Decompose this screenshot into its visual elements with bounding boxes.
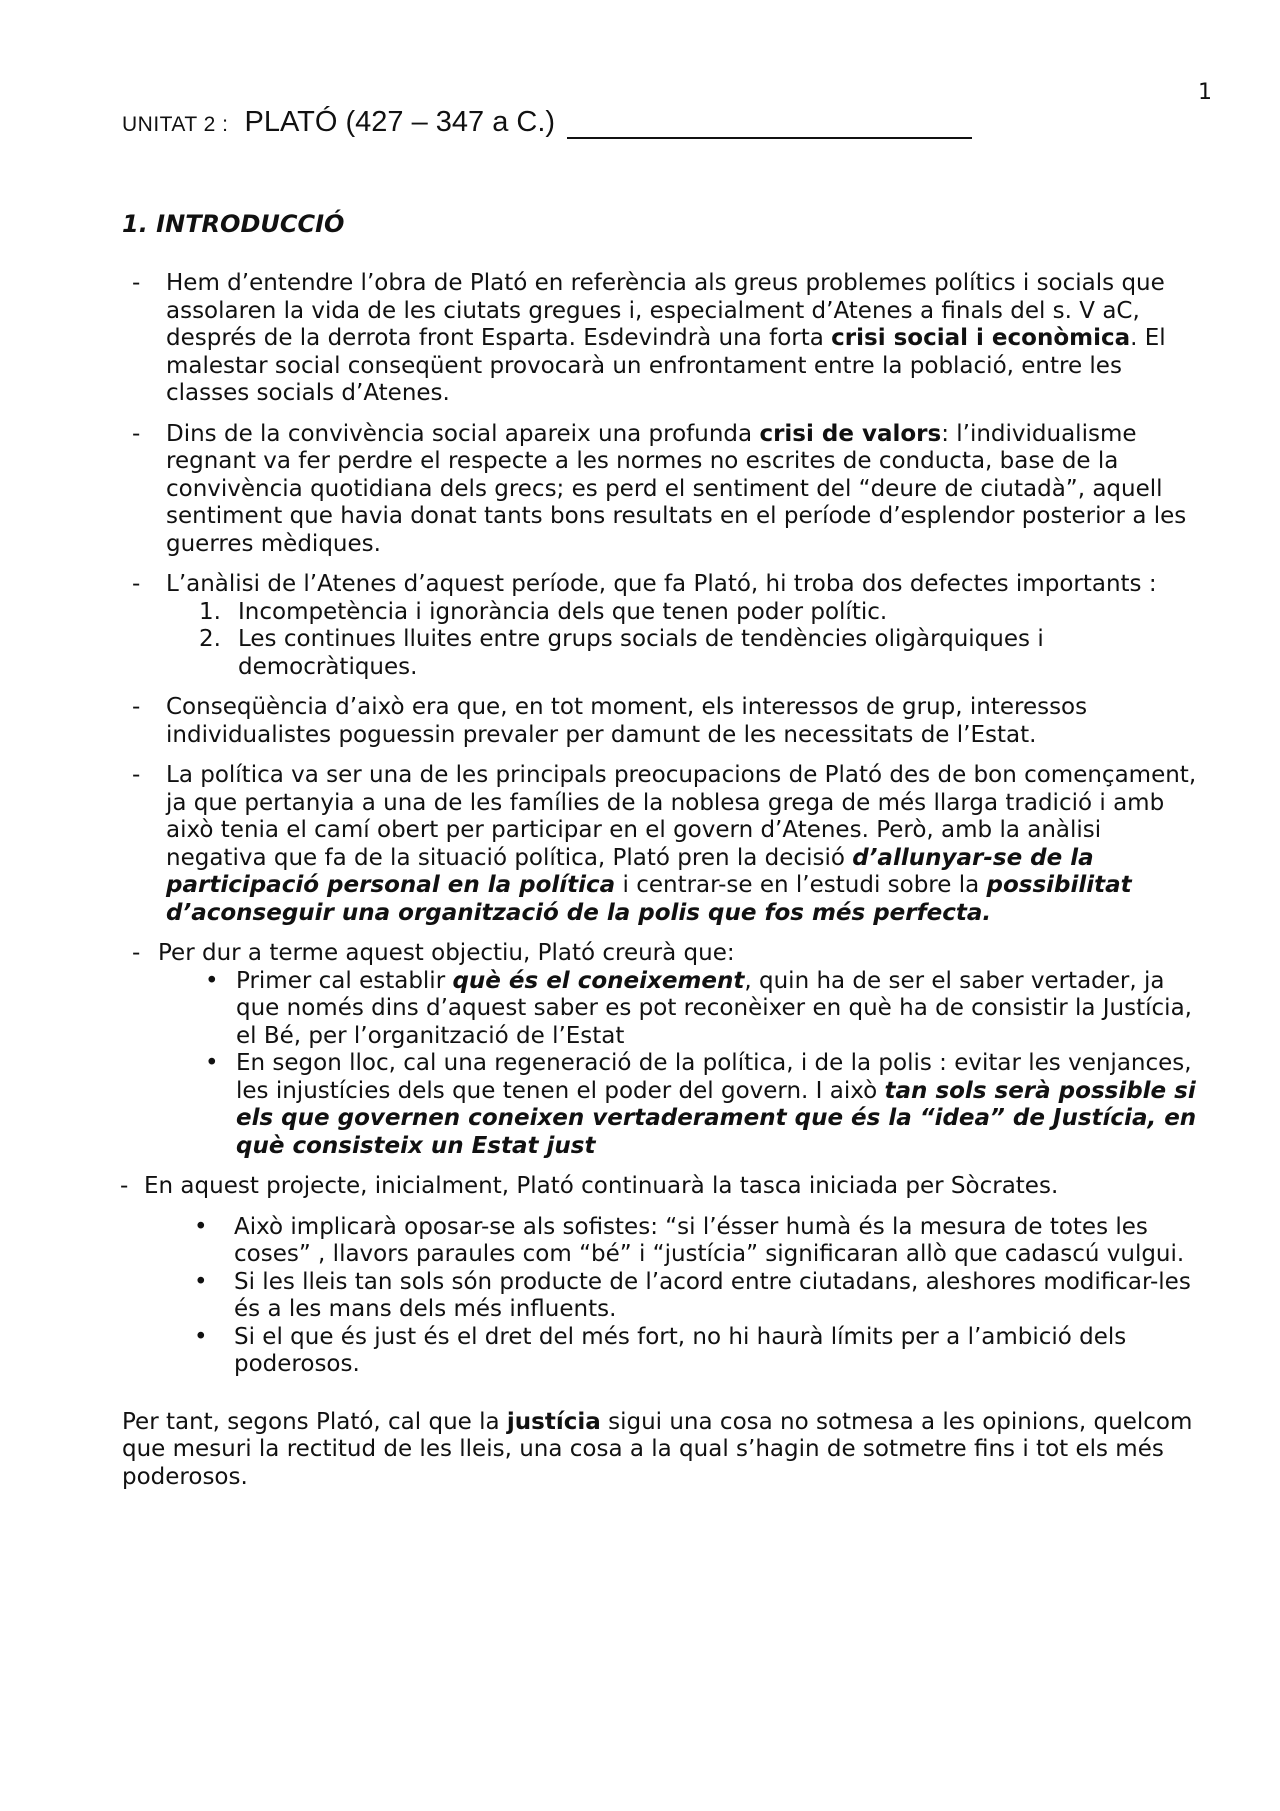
document-body	[122, 270, 1207, 1491]
list-item	[122, 571, 1207, 681]
item-text: Per dur a terme aquest objectiu, Plató creurà que:	[158, 940, 735, 966]
item-text: L’anàlisi de l’Atenes d’aquest període, que fa Plató, hi troba dos defectes importants :	[166, 571, 1157, 597]
item-text: i centrar-se en l’estudi sobre la	[615, 872, 987, 898]
emphasis: crisi social i econòmica	[831, 325, 1131, 351]
dash-marker: -	[120, 1173, 129, 1199]
section-heading: 1. INTRODUCCIÓ	[122, 210, 345, 238]
item-text: La política va ser una de les principals preocupacions de Plató des de bon començament, ja que pertanyia a una de les famílies de la noblesa grega de més llarga tradició i amb això tenia el camí obert per participar en el govern d’Atenes. Però, amb la anàlisi negativa que fa de la situació política, Plató pren la decisió	[166, 762, 1197, 871]
item-text: . El malestar social conseqüent provocarà un enfrontament entre la població, entre les classes socials d’Atenes.	[166, 325, 1166, 406]
bullet-marker: •	[194, 1213, 208, 1240]
item-text: Primer cal establir	[236, 967, 453, 994]
numbered-item	[166, 599, 1207, 627]
bullet-marker: •	[205, 1050, 219, 1076]
list-item	[122, 694, 1207, 749]
list-item	[122, 421, 1207, 559]
unit-label: UNITAT 2 :	[122, 113, 229, 136]
numbered-item	[166, 626, 1207, 681]
item-text: Dins de la convivència social apareix una profunda	[166, 420, 760, 447]
emphasis: tan sols serà possible si els que governen coneixen vertaderament que és la “idea” de Justícia, en què consisteix un Estat just	[236, 1077, 1197, 1159]
bullet-list	[122, 968, 1207, 1161]
bullet-item	[120, 1324, 1207, 1379]
list-item	[122, 940, 1207, 1160]
page-number: 1	[1198, 80, 1212, 105]
dash-marker: -	[132, 420, 141, 447]
item-text: Incompetència i ignorància dels que tenen poder polític.	[238, 598, 888, 625]
bullet-marker: •	[194, 1323, 208, 1350]
emphasis: justícia	[506, 1408, 601, 1435]
paragraph-text: Per tant, segons Plató, cal que la	[122, 1408, 507, 1435]
item-text: En aquest projecte, inicialment, Plató continuarà la tasca iniciada per Sòcrates.	[144, 1173, 1059, 1199]
bullet-item	[122, 1050, 1207, 1160]
dash-marker: -	[132, 270, 141, 296]
item-text: En segon lloc, cal una regeneració de la política, i de la polis : evitar les venjances, les injustícies dels que tenen el poder del govern. I això	[236, 1050, 1192, 1104]
item-text: Això implicarà oposar-se als sofistes: “si l’ésser humà és la mesura de totes les coses” , llavors paraules com “bé” i “justícia” significaran allò que cadascú vulgui.	[234, 1213, 1185, 1267]
bullet-marker: •	[194, 1268, 208, 1295]
bullet-item	[120, 1269, 1207, 1324]
emphasis: què és el coneixement	[452, 967, 745, 994]
bullet-list	[120, 1214, 1207, 1379]
emphasis: possibilitat d’aconseguir una organització de la polis que fos més perfecta.	[166, 872, 1132, 926]
unit-header	[122, 106, 1122, 139]
emphasis: d’allunyar-se de la participació personal en la política	[166, 844, 1094, 898]
bullet-item	[122, 968, 1207, 1051]
numbered-list	[166, 599, 1207, 682]
list-item	[122, 270, 1207, 408]
dash-marker: -	[132, 940, 141, 966]
list-item	[120, 1173, 1207, 1379]
conclusion-paragraph	[122, 1409, 1207, 1492]
dash-marker: -	[132, 694, 141, 720]
bullet-item	[120, 1214, 1207, 1269]
dash-marker: -	[132, 571, 141, 597]
item-text: Si les lleis tan sols són producte de l’acord entre ciutadans, aleshores modificar-les és a les mans dels més influents.	[234, 1268, 1191, 1322]
header-underline	[567, 112, 972, 139]
item-text: Les continues lluites entre grups socials de tendències oligàrquiques i democràtiques.	[238, 626, 1044, 680]
unit-title: PLATÓ (427 – 347 a C.)	[244, 106, 556, 138]
item-text: Si el que és just és el dret del més fort, no hi haurà límits per a l’ambició dels poderosos.	[234, 1323, 1127, 1377]
emphasis: crisi de valors	[759, 420, 942, 447]
item-text: Conseqüència d’això era que, en tot moment, els interessos de grup, interessos individualistes poguessin prevaler per damunt de les necessitats de l’Estat.	[166, 694, 1088, 748]
item-number: 1.	[199, 598, 221, 625]
bullet-marker: •	[205, 967, 219, 994]
item-text: : l’individualisme regnant va fer perdre el respecte a les normes no escrites de conducta, base de la convivència quotidiana dels grecs; es perd el sentiment del “deure de ciutadà”, aquell sentiment que havia donat tants bons resultats en el període d’esplendor posterior a les guerres mèdiques.	[166, 420, 1187, 557]
item-text: Hem d’entendre l’obra de Plató en referència als greus problemes polítics i socials que assolaren la vida de les ciutats gregues i, especialment d’Atenes a finals del s. V aC, després de la derrota front Esparta. Esdevindrà una forta	[166, 270, 1165, 351]
item-number: 2.	[199, 626, 221, 652]
dash-marker: -	[132, 762, 141, 788]
paragraph-text: sigui una cosa no sotmesa a les opinions, quelcom que mesuri la rectitud de les lleis, una cosa a la qual s’hagin de sotmetre fins i tot els més poderosos.	[122, 1408, 1193, 1490]
item-text: , quin ha de ser el saber vertader, ja que només dins d’aquest saber es pot reconèixer en què ha de consistir la Justícia, el Bé, per l’organització de l’Estat	[236, 967, 1192, 1049]
list-item	[122, 762, 1207, 927]
